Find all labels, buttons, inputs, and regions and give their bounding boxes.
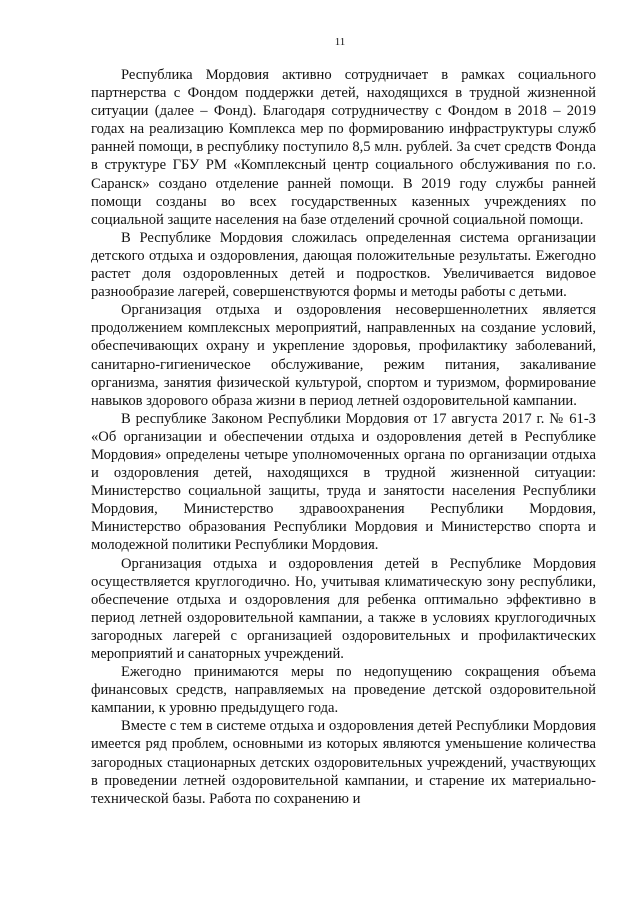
paragraph-problems: Вместе с тем в системе отдыха и оздоровления детей Республики Мордовия имеется ряд проблем, основными из которых являются уменьшение количества загородных стационарных детских оздоровительных учреждений, участвующих в проведении летней оздоровительной кампании, и старение их материально-технической базы. Работа по сохранению и bbox=[91, 718, 596, 807]
page-number: 11 bbox=[334, 36, 346, 48]
document-body bbox=[91, 66, 596, 808]
paragraph-law-authorities: В республике Законом Республики Мордовия от 17 августа 2017 г. № 61-З «Об организации и обеспечении отдыха и оздоровления детей в Республике Мордовия» определены четыре уполномоченных органа по организации отдыха и оздоровления детей, находящихся в трудной жизненной ситуации: Министерство социальной защиты, труда и занятости населения Республики Мордовия, Министерство здравоохранения Республики Мордовия, Министерство образования Республики Мордовия и Министерство спорта и молодежной политики Республики Мордовия. bbox=[91, 410, 596, 554]
paragraph-early-help: Республика Мордовия активно сотрудничает в рамках социального партнерства с Фондом поддержки детей, находящихся в трудной жизненной ситуации (далее – Фонд). Благодаря сотрудничеству с Фондом в 2018 – 2019 годах на реализацию Комплекса мер по формированию инфраструктуры служб ранней помощи, в республику поступило 8,5 млн. рублей. За счет средств Фонда в структуре ГБУ РМ «Комплексный центр социального обслуживания по г.о. Саранск» создано отделение ранней помощи. В 2019 году службы ранней помощи созданы во всех государственных казенных учреждениях по социальной защите населения на базе отделений срочной социальной помощи. bbox=[91, 67, 596, 228]
paragraph-year-round: Организация отдыха и оздоровления детей в Республике Мордовия осуществляется круглогодично. Но, учитывая климатическую зону республики, обеспечение отдыха и оздоровления для ребенка оптимально эффективно в период летней оздоровительной кампании, а также в условиях круглогодичных загородных лагерей с организацией оздоровительных и профилактических мероприятий и санаторных учреждений. bbox=[91, 555, 596, 662]
paragraph-recreation-organization: Организация отдыха и оздоровления несовершеннолетних является продолжением комплексных мероприятий, направленных на создание условий, обеспечивающих охрану и укрепление здоровья, профилактику заболеваний, санитарно-гигиеническое обслуживание, режим питания, закаливание организма, занятия физической культурой, спортом и туризмом, формирование навыков здорового образа жизни в период летней оздоровительной кампании. bbox=[91, 302, 596, 409]
paragraph-recreation-system: В Республике Мордовия сложилась определенная система организации детского отдыха и оздоровления, дающая положительные результаты. Ежегодно растет доля оздоровленных детей и подростков. Увеличивается видовое разнообразие лагерей, совершенствуются формы и методы работы с детьми. bbox=[91, 229, 596, 301]
paragraph-funding: Ежегодно принимаются меры по недопущению сокращения объема финансовых средств, направляемых на проведение детской оздоровительной кампании, к уровню предыдущего года. bbox=[91, 664, 596, 717]
